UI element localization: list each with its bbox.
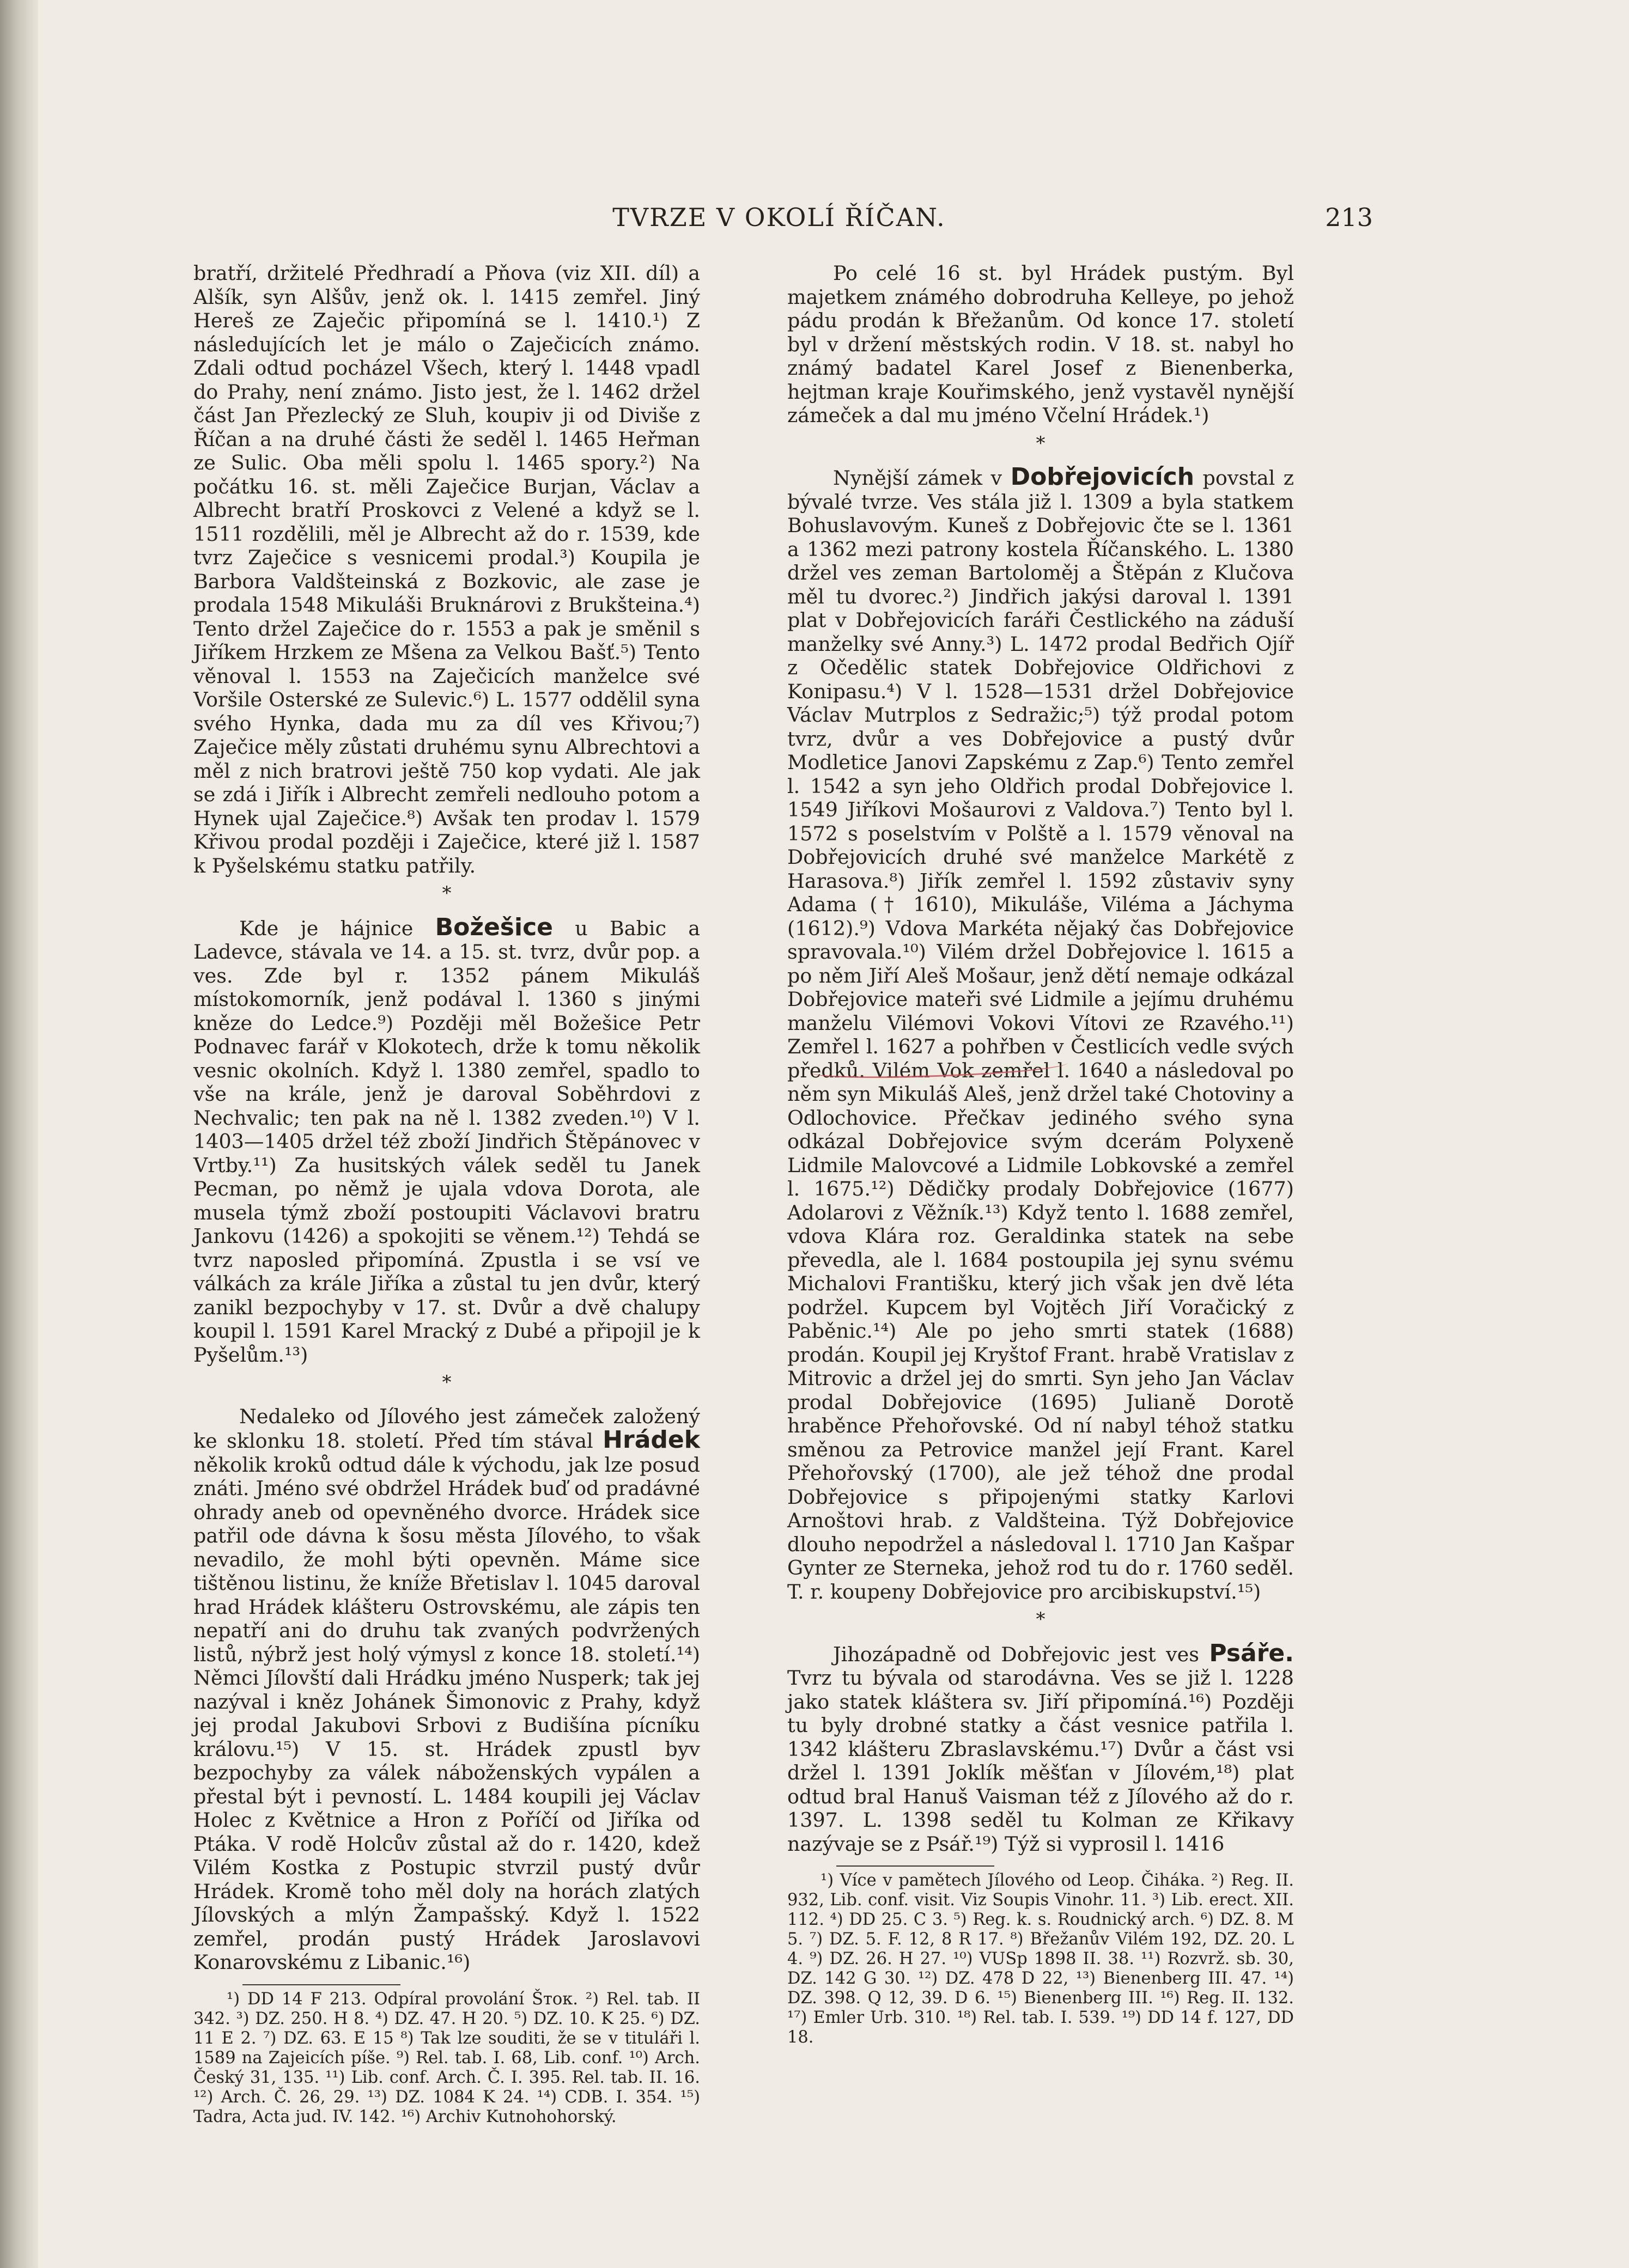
paragraph-lead: Nedaleko od Jílového jest zámeček založený ke sklonku 18. století. Před tím stával: [193, 1404, 700, 1453]
section-separator: *: [442, 882, 452, 904]
footnotes-text: ¹) DD 14 F 213. Odpíral provolání Šток. ²) Rel. tab. II 342. ³) DZ. 250. H 8. ⁴) DZ. 47. H 20. ⁵) DZ. 10. K 25. ⁶) DZ. 11 E 2. ⁷) DZ. 63. E 15 ⁸) Tak lze souditi, že se v tituláři l. 1589 na Zajeicích píše. ⁹) Rel. tab. I. 68, Lib. conf. ¹⁰) Arch. Český 31, 135. ¹¹) Lib. conf. Arch. Č. I. 395. Rel. tab. II. 16. ¹²) Arch. Č. 26, 29. ¹³) DZ. 1084 K 24. ¹⁴) CDB. I. 354. ¹⁵) Tadra, Acta jud. IV. 142. ¹⁶) Archiv Kutnohohorský.: [193, 1989, 700, 2126]
section-separator: *: [1036, 1608, 1046, 1630]
paragraph-body: Tvrz tu bývala od starodávna. Ves se již l. 1228 jako statek kláštera sv. Jiří připomíná.¹⁶) Později tu byly drobné statky a část vesnice patřila l. 1342 klášteru Zbraslavskému.¹⁷) Dvůr a část vsi držel l. 1391 Joklík měšťan v Jílovém,¹⁸) plat odtud bral Hanuš Vaisman též z Jílového až do r. 1397. L. 1398 seděl tu Kolman ze Křikavy nazývaje se z Psář.¹⁹) Týž si vyprosil l. 1416: [787, 1666, 1294, 1856]
paragraph-bozesice: [193, 913, 701, 1367]
page-number: 213: [1325, 203, 1373, 232]
paragraph-zajecice: bratří, držitelé Předhradí a Pňova (viz XII. díl) a Alšík, syn Alšův, jenž ok. l. 1415 zemřel. Jiný Hereš ze Zaječic připomíná se l. 1410.¹) Z následujících let je málo o Zaječicích známo. Zdali odtud pocházel Všech, který l. 1448 vpadl do Prahy, není známo. Jisto jest, že l. 1462 držel část Jan Přezlecký ze Sluh, koupiv ji od Diviše z Říčan a na druhé části že seděl l. 1465 Heřman ze Sulic. Oba měli spolu l. 1465 spory.²) Na počátku 16. st. měli Zaječice Burjan, Václav a Albrecht bratří Proskovci z Velené a když se l. 1511 rozdělili, měl je Albrecht až do r. 1539, kde tvrz Zaječice s vesnicemi prodal.³) Koupila je Barbora Valdšteinská z Bozkovic, ale zase je prodala 1548 Mikuláši Bruknárovi z Brukšteina.⁴) Tento držel Zaječice do r. 1553 a pak je směnil s Jiříkem Hrzkem ze Mšena za Velkou Bašť.⁵) Tento věnoval l. 1553 na Zaječicích manželce své Voršile Osterské ze Sulevic.⁶) L. 1577 oddělil syna svého Hynka, dada mu za díl ves Křivou;⁷) Zaječice měly zůstati druhému synu Albrechtovi a měl z nich bratrovi ještě 750 kop vydati. Ale jak se zdá i Jiřík i Albrecht zemřeli nedlouho potom a Hynek ujal Zaječice.⁸) Avšak ten prodav l. 1579 Křivou prodal později i Zaječice, které již l. 1587 k Pyšelskému statku patřily.: [193, 261, 700, 877]
place-heading-bozesice: Božešice: [435, 913, 553, 941]
paragraph-body: několik kroků odtud dále k východu, jak lze posud znáti. Jméno své obdržel Hrádek buď od pradávné ohrady aneb od opevněného dvorce. Hrádek sice patřil ode dávna k šosu města Jílového, to však nevadilo, že mohl býti opevněn. Máme sice tištěnou listinu, že kníže Břetislav l. 1045 daroval hrad Hrádek klášteru Ostrovskému, ale zápis ten nepatří ani do druhu tak zvaných podvržených listů, nýbrž jest holý výmysl z konce 18. století.¹⁴) Němci Jílovští dali Hrádku jméno Nusperk; tak jej nazýval i kněz Johánek Šimonovic z Prahy, když jej prodal Jakubovi Srbovi z Budišína pícníku královu.¹⁵) V 15. st. Hrádek zpustl byv bezpochyby za válek náboženských vypálen a přestal být i pevností. L. 1484 koupili jej Václav Holec z Květnice a Hron z Poříčí od Jiříka od Ptáka. V rodě Holcův zůstal až do r. 1420, kdež Vilém Kostka z Postupic stvrzil pustý dvůr Hrádek. Kromě toho měl doly na horách zlatých Jílovských a mlýn Žampašský. Když l. 1522 zemřel, prodán pustý Hrádek Jaroslavovi Konarovskému z Libanic.¹⁶): [193, 1453, 700, 1974]
footnotes-text: ¹) Více v pamětech Jílového od Leop. Čiháka. ²) Reg. II. 932, Lib. conf. visit. Viz Soupis Vinohr. 11. ³) Lib. erect. XII. 112. ⁴) DD 25. C 3. ⁵) Reg. k. s. Roudnický arch. ⁶) DZ. 8. M 5. ⁷) DZ. 5. F. 12, 8 R 17. ⁸) Břežanův Vilém 192, DZ. 20. L 4. ⁹) DZ. 26. H 27. ¹⁰) VUSp 1898 II. 38. ¹¹) Rozvrž. sb. 30, DZ. 142 G 30. ¹²) DZ. 478 D 22, ¹³) Bienenberg III. 47. ¹⁴) DZ. 398. Q 12, 39. D 6. ¹⁵) Bienenberg III. ¹⁶) Reg. II. 132. ¹⁷) Emler Urb. 310. ¹⁸) Rel. tab. I. 539. ¹⁹) DD 14 f. 127, DD 18.: [787, 1871, 1294, 2047]
paragraph-hradek-continued: Po celé 16 st. byl Hrádek pustým. Byl majetkem známého dobrodruha Kelleye, po jehož pádu prodán k Břežanům. Od konce 17. století byl v držení městských rodin. V 18. st. nabyl ho známý badatel Karel Josef z Bienenberka, hejtman kraje Kouřimského, jenž vystavěl nynější zámeček a dal mu jméno Včelní Hrádek.¹): [787, 261, 1294, 427]
paragraph-body: povstal z bývalé tvrze. Ves stála již l. 1309 a byla statkem Bohuslavovým. Kuneš z Dobřejovic čte se l. 1361 a 1362 mezi patrony kostela Říčanského. L. 1380 držel ves zeman Bartoloměj a Štěpán z Klučova měl tu dvorec.²) Jindřich jakýsi daroval l. 1391 plat v Dobřejovicích faráři Čestlického na záduší manželky své Anny.³) L. 1472 prodal Bedřich Ojíř z Očedělic statek Dobřejovice Oldřichovi z Konipasu.⁴) V l. 1528—1531 držel Dobřejovice Václav Mutrplos z Sedražic;⁵) týž prodal potom tvrz, dvůr a ves Dobřejovice a pustý dvůr Modletice Janovi Zapskému z Zap.⁶) Tento zemřel l. 1542 a syn jeho Oldřich prodal Dobřejovice l. 1549 Jiříkovi Mošaurovi z Valdova.⁷) Tento byl l. 1572 s poselstvím v Polště a l. 1579 věnoval na Dobřejovicích druhé své manželce Markétě z Harasova.⁸) Jiřík zemřel l. 1592 zůstaviv syny Adama († 1610), Mikuláše, Viléma a Jáchyma (1612).⁹) Vdova Markéta nějaký čas Dobřejovice spravovala.¹⁰) Vilém držel Dobřejovice l. 1615 a po něm Jiří Aleš Mošaur, jenž dětí nemaje odkázal Dobřejovice mateři své Lidmile a jejímu druhému manželu Vilémovi Vokovi Vítovi ze Rzavého.¹¹) Zemřel l. 1627 a pohřben v Čestlicích vedle svých předků. Vilém Vok zemřel l. 1640 a následoval po něm syn Mikuláš Aleš, jenž držel také Chotoviny a Odlochovice. Přečkav jediného svého syna odkázal Dobřejovice svým dcerám Polyxeně Lidmile Malovcové a Lidmile Lobkovské a zemřel l. 1675.¹²) Dědičky prodaly Dobřejovice (1677) Adolarovi z Věžník.¹³) Když tento l. 1688 zemřel, vdova Klára roz. Geraldinka statek na sebe převedla, ale l. 1684 postoupila jej synu svému Michalovi Františku, který jich však jen dvě léta podržel. Kupcem byl Vojtěch Jiří Voračický z Paběnic.¹⁴) Ale po jeho smrti statek (1688) prodán. Koupil jej Kryštof Frant. hrabě Vratislav z Mitrovic a držel jej do smrti. Syn jeho Jan Václav prodal Dobřejovice (1695) Julianě Dorotě hraběnce Přehořovské. Od ní nabyl téhož statku směnou za Petrovice manžel její Frant. Karel Přehořovský (1700), ale jež téhož dne prodal Dobřejovice s připojenými statky Karlovi Arnoštovi hrab. z Valdšteina. Týž Dobřejovice dlouho nepodržel a následoval l. 1710 Jan Kašpar Gynter ze Sterneka, jehož rod tu do r. 1760 seděl. T. r. koupeny Dobřejovice pro arcibiskupství.¹⁵): [787, 466, 1294, 1604]
footnote-rule: [836, 1865, 994, 1867]
place-heading-psare: Psáře.: [1209, 1639, 1294, 1667]
section-separator: *: [1036, 432, 1046, 454]
left-column: [193, 261, 701, 2126]
paragraph-psare: [787, 1639, 1294, 1856]
paragraph-lead: Nynější zámek v: [832, 466, 1002, 490]
paragraph-hradek: [193, 1405, 700, 1974]
footnotes-left: [193, 1990, 700, 2127]
footnote-rule: [242, 1984, 400, 1985]
place-heading-hradek: Hrádek: [603, 1426, 700, 1454]
place-heading-dobrejovice: Dobřejovicích: [1010, 463, 1195, 491]
paragraph-lead: Kde je hájnice: [239, 916, 414, 940]
footnotes-right: [787, 1871, 1294, 2047]
paragraph-body: u Babic a Ladevce, stávala ve 14. a 15. st. tvrz, dvůr pop. a ves. Zde byl r. 1352 pánem Mikuláš místokomorník, jenž podával l. 1360 s jinými kněze do Ledce.⁹) Později měl Božešice Petr Podnavec farář v Klokotech, drže k tomu několik vesnic okolních. Když l. 1380 zemřel, spadlo to vše na krále, jenž je daroval Soběhrdovi z Nechvalic; ten pak na ně l. 1382 zveden.¹⁰) V l. 1403—1405 držel též zboží Jindřich Štěpánovec v Vrtby.¹¹) Za husitských válek seděl tu Janek Pecman, po němž je ujala vdova Dorota, ale musela týmž zboží postoupiti Václavovi bratru Jankovu (1426) a spokojiti se věnem.¹²) Tehdá se tvrz naposled připomíná. Zpustla i se vsí ve válkách za krále Jiříka a zůstal tu jen dvůr, který zanikl bezpochyby v 17. st. Dvůr a dvě chalupy koupil l. 1591 Karel Mracký z Dubé a připojil je k Pyšelům.¹³): [193, 916, 701, 1367]
page-gutter-shadow: [0, 0, 38, 2268]
paragraph-dobrejovice: [787, 465, 1294, 1604]
running-title: TVRZE V OKOLÍ ŘÍČAN.: [612, 203, 946, 232]
section-separator: *: [442, 1371, 452, 1393]
page-header: [185, 203, 1373, 246]
right-column: [787, 261, 1294, 2086]
paragraph-lead: Jihozápadně od Dobřejovic jest ves: [832, 1642, 1200, 1666]
